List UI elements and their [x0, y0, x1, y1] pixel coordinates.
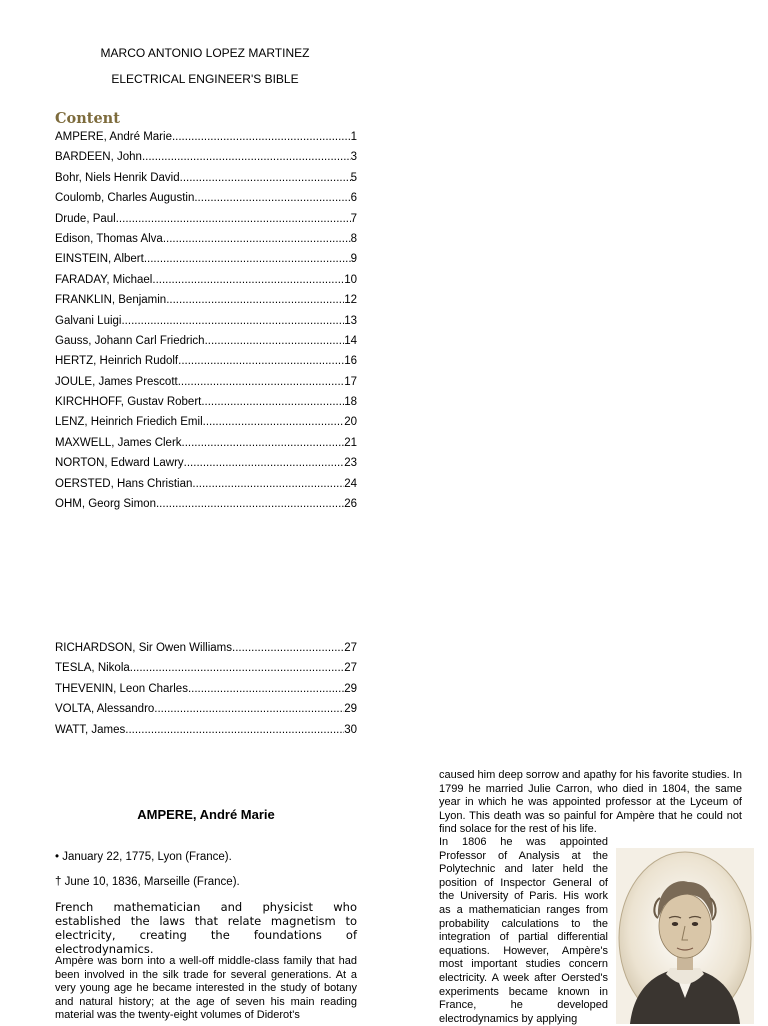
- toc-entry-page: 21: [344, 436, 357, 449]
- toc-entry[interactable]: [55, 433, 357, 453]
- toc-entry[interactable]: [55, 658, 357, 678]
- toc-entry-name: JOULE, James Prescott: [55, 375, 178, 388]
- toc-entry[interactable]: [55, 147, 357, 167]
- toc-entry-name: WATT, James: [55, 723, 126, 736]
- book-title: ELECTRICAL ENGINEER'S BIBLE: [111, 72, 299, 86]
- toc-leader-dots: [130, 658, 344, 678]
- toc-leader-dots: [166, 290, 344, 310]
- toc-entry[interactable]: [55, 188, 357, 208]
- toc-entry[interactable]: [55, 392, 357, 412]
- toc-entry-name: EINSTEIN, Albert: [55, 253, 144, 266]
- toc-entry-name: VOLTA, Alessandro: [55, 703, 155, 716]
- toc-entry-name: LENZ, Heinrich Friedich Emil: [55, 416, 203, 429]
- toc-leader-dots: [182, 433, 345, 453]
- toc-entry-page: 9: [350, 253, 357, 266]
- toc-entry[interactable]: [55, 311, 357, 331]
- toc-entry-name: Galvani Luigi: [55, 314, 122, 327]
- toc-leader-dots: [144, 249, 351, 269]
- toc-entry-page: 1: [350, 131, 357, 143]
- toc-entry-name: MAXWELL, James Clerk: [55, 436, 182, 449]
- toc-entry-name: THEVENIN, Leon Charles: [55, 682, 188, 695]
- toc-entry-name: Drude, Paul: [55, 212, 116, 225]
- toc-entry[interactable]: [55, 270, 357, 290]
- toc-entry-page: 10: [344, 273, 357, 286]
- toc-leader-dots: [184, 453, 345, 473]
- toc-entry-page: 24: [344, 477, 357, 490]
- toc-leader-dots: [203, 412, 345, 432]
- toc-entry[interactable]: [55, 474, 357, 494]
- toc-leader-dots: [116, 209, 351, 229]
- toc-entry[interactable]: [55, 372, 357, 392]
- toc-entry[interactable]: [55, 412, 357, 432]
- toc-entry-page: 30: [344, 723, 357, 736]
- toc-entry-page: 14: [344, 334, 357, 347]
- body-text-left: Ampère was born into a well-off middle-class family that had been involved in the silk trade for several generations. At a very young age he became interested in the study of botany and natural history; at the age of seven his main reading material was the twenty-eight volumes of Diderot's: [55, 955, 357, 1022]
- toc-entry-page: 12: [344, 294, 357, 307]
- toc-leader-dots: [178, 351, 344, 371]
- toc-leader-dots: [156, 494, 344, 514]
- toc-entry[interactable]: [55, 679, 357, 699]
- ampere-portrait: [616, 848, 754, 1024]
- toc-entry-name: NORTON, Edward Lawry: [55, 457, 184, 470]
- toc-leader-dots: [232, 638, 344, 658]
- lead-line: French mathematician and physicist who: [55, 900, 357, 914]
- toc-leader-dots: [154, 699, 344, 719]
- toc-entry-page: 29: [344, 703, 357, 716]
- toc-entry-page: 27: [344, 642, 357, 654]
- toc-entry[interactable]: [55, 249, 357, 269]
- toc-entry[interactable]: [55, 331, 357, 351]
- lead-line: electricity, creating the foundations of: [55, 928, 357, 942]
- toc-entry-page: 17: [344, 375, 357, 388]
- lead-line: established the laws that relate magnetism to: [55, 914, 357, 928]
- toc-entry[interactable]: [55, 638, 357, 658]
- toc-entry-page: 7: [350, 212, 357, 225]
- body-text-right-top: caused him deep sorrow and apathy for his favorite studies. In 1799 he married Julie Carron, who died in 1804, the same year in which he was appointed professor at the Lyceum of Lyon. This death was so painful for Ampère that he could not find solace for the rest of his life.: [439, 769, 742, 836]
- toc-leader-dots: [172, 127, 351, 147]
- toc-entry-name: FRANKLIN, Benjamin: [55, 294, 167, 307]
- toc-entry-name: KIRCHHOFF, Gustav Robert: [55, 396, 202, 409]
- toc-entry-page: 8: [350, 232, 357, 245]
- toc-list-part-2: [55, 638, 357, 740]
- toc-entry-page: 6: [350, 192, 357, 205]
- toc-entry[interactable]: [55, 290, 357, 310]
- toc-leader-dots: [152, 270, 344, 290]
- toc-leader-dots: [180, 168, 351, 188]
- toc-entry-name: Coulomb, Charles Augustin: [55, 192, 195, 205]
- toc-leader-dots: [201, 392, 344, 412]
- toc-entry-page: 5: [350, 171, 357, 184]
- body-text-right-narrow: In 1806 he was appointed Professor of Analysis at the Polytechnic and later held the position of Inspector General of the University of Paris. His work as a mathematician ranges from probability calculations to the integration of partial differential equations. However, Ampère's most important studies concern electricity. A week after Oersted's experiments became known in France, he developed electrodynamics by applying: [439, 836, 608, 1025]
- toc-entry-page: 23: [344, 457, 357, 470]
- toc-entry-page: 3: [350, 151, 357, 164]
- toc-entry-page: 20: [344, 416, 357, 429]
- toc-entry-page: 27: [344, 662, 357, 675]
- toc-list-part-1: [55, 127, 357, 514]
- toc-entry-name: Gauss, Johann Carl Friedrich: [55, 334, 205, 347]
- toc-leader-dots: [142, 147, 351, 167]
- toc-entry-page: 16: [344, 355, 357, 368]
- lead-line: electrodynamics.: [55, 942, 154, 956]
- toc-entry[interactable]: [55, 720, 357, 740]
- toc-entry-name: OHM, Georg Simon: [55, 498, 156, 511]
- toc-leader-dots: [188, 679, 344, 699]
- toc-entry[interactable]: [55, 699, 357, 719]
- toc-entry-name: BARDEEN, John: [55, 151, 142, 164]
- section-title: AMPERE, André Marie: [137, 807, 275, 822]
- toc-entry-name: TESLA, Nikola: [55, 662, 130, 675]
- toc-entry-name: OERSTED, Hans Christian: [55, 477, 193, 490]
- toc-entry[interactable]: [55, 453, 357, 473]
- toc-entry[interactable]: [55, 351, 357, 371]
- toc-heading: Content: [55, 110, 120, 127]
- author-name: MARCO ANTONIO LOPEZ MARTINEZ: [100, 46, 310, 60]
- toc-entry-page: 18: [344, 396, 357, 409]
- toc-entry[interactable]: [55, 229, 357, 249]
- toc-entry[interactable]: [55, 127, 357, 147]
- toc-entry-name: HERTZ, Heinrich Rudolf: [55, 355, 179, 368]
- toc-entry[interactable]: [55, 168, 357, 188]
- birth-date: • January 22, 1775, Lyon (France).: [55, 851, 232, 863]
- toc-leader-dots: [192, 474, 344, 494]
- toc-entry-name: Bohr, Niels Henrik David: [55, 171, 180, 184]
- toc-leader-dots: [121, 311, 344, 331]
- toc-leader-dots: [194, 188, 350, 208]
- toc-entry-name: AMPERE, André Marie: [55, 131, 172, 143]
- toc-entry-page: 29: [344, 682, 357, 695]
- toc-entry-page: 13: [344, 314, 357, 327]
- toc-entry-name: FARADAY, Michael: [55, 273, 153, 286]
- toc-leader-dots: [178, 372, 344, 392]
- toc-entry[interactable]: [55, 209, 357, 229]
- toc-entry[interactable]: [55, 494, 357, 514]
- toc-leader-dots: [163, 229, 351, 249]
- toc-leader-dots: [125, 720, 344, 740]
- toc-entry-page: 26: [344, 498, 357, 511]
- toc-entry-name: Edison, Thomas Alva: [55, 232, 163, 245]
- toc-leader-dots: [205, 331, 345, 351]
- lead-paragraph: [55, 900, 357, 956]
- toc-entry-name: RICHARDSON, Sir Owen Williams: [55, 642, 232, 654]
- death-date: † June 10, 1836, Marseille (France).: [55, 876, 240, 888]
